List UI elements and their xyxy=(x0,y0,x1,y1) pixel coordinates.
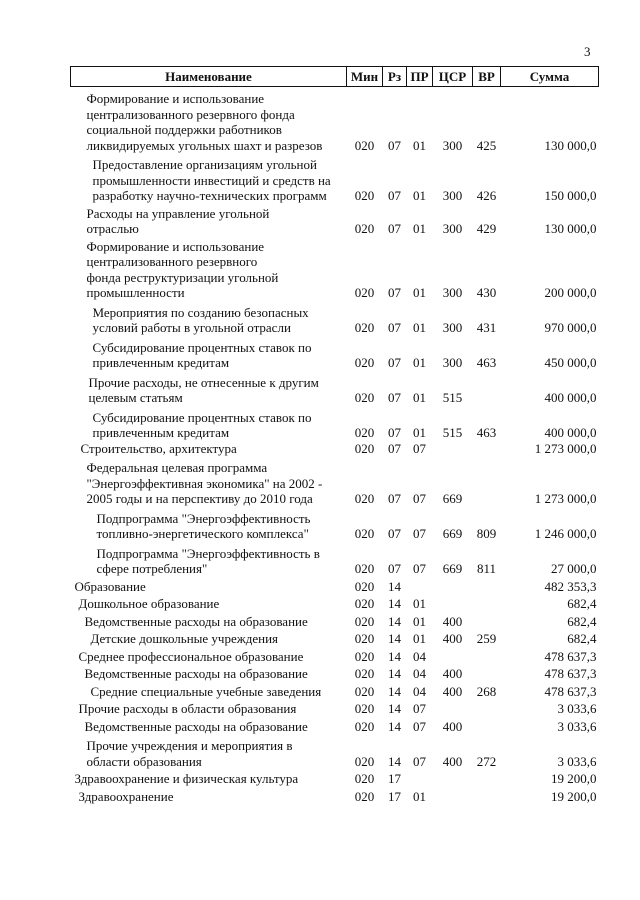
header-pr: ПР xyxy=(407,67,433,87)
amount-cell: 478 637,3 xyxy=(544,666,597,681)
vr-code-cell xyxy=(473,456,501,507)
min-code-cell: 020 xyxy=(354,771,375,786)
vr-code-cell xyxy=(473,594,501,612)
amount-cell: 478 637,3 xyxy=(544,683,597,699)
rz-code-cell: 14 xyxy=(388,683,401,699)
item-name-cell xyxy=(71,629,347,647)
item-name: Строительство, архитектура xyxy=(80,440,237,456)
csr-code-cell xyxy=(433,594,473,612)
csr-code-cell xyxy=(433,647,473,665)
min-code-cell: 020 xyxy=(354,188,375,203)
table-row xyxy=(71,594,599,612)
table-row xyxy=(71,699,599,717)
pr-code-cell xyxy=(407,769,433,787)
table-row xyxy=(71,577,599,595)
item-name: Подпрограмма "Энергоэффективность в сфере потребления" xyxy=(96,545,320,576)
item-name: Средние специальные учебные заведения xyxy=(90,683,322,699)
min-code-cell: 020 xyxy=(354,526,375,541)
vr-code-cell: 463 xyxy=(476,425,497,440)
pr-code-cell: 07 xyxy=(413,753,426,769)
csr-code-cell: 400 xyxy=(442,753,463,769)
amount-cell: 970 000,0 xyxy=(544,320,597,335)
table-row xyxy=(71,301,599,336)
vr-code-cell: 809 xyxy=(476,526,497,541)
item-name: Ведомственные расходы на образование xyxy=(84,718,308,734)
table-row xyxy=(71,542,599,577)
vr-code-cell: 429 xyxy=(476,221,497,236)
item-name: Детские дошкольные учреждения xyxy=(90,631,279,646)
amount-cell: 3 033,6 xyxy=(557,701,597,716)
table-row xyxy=(71,682,599,700)
pr-code-cell: 04 xyxy=(413,648,426,664)
item-name: Формирование и использование централизованного резервного фонда реструктуризации угольной промышленности xyxy=(86,238,279,300)
min-code-cell: 020 xyxy=(354,440,375,456)
min-code-cell: 020 xyxy=(354,221,375,236)
rz-code-cell: 14 xyxy=(388,578,401,594)
pr-code-cell: 07 xyxy=(413,701,426,716)
rz-code-cell: 07 xyxy=(388,320,401,335)
vr-code-cell: 272 xyxy=(476,753,497,769)
csr-code-cell xyxy=(433,577,473,595)
amount-cell: 682,4 xyxy=(567,596,597,611)
rz-code-cell: 14 xyxy=(388,613,401,629)
rz-code-cell: 07 xyxy=(388,285,401,300)
csr-code-cell: 515 xyxy=(442,390,463,405)
pr-code-cell: 07 xyxy=(413,561,426,576)
table-row xyxy=(71,441,599,457)
item-name-cell xyxy=(71,734,347,769)
rz-code-cell: 07 xyxy=(388,440,401,456)
min-code-cell: 020 xyxy=(354,491,375,506)
item-name: Прочие учреждения и мероприятия в области образования xyxy=(86,738,293,769)
table-row xyxy=(71,717,599,735)
min-code-cell: 020 xyxy=(354,718,375,734)
csr-code-cell: 669 xyxy=(442,561,463,576)
table-row xyxy=(71,734,599,769)
amount-cell: 200 000,0 xyxy=(544,285,597,300)
vr-code-cell xyxy=(473,769,501,787)
rz-code-cell: 14 xyxy=(388,648,401,664)
vr-code-cell xyxy=(473,647,501,665)
rz-code-cell: 17 xyxy=(388,788,401,804)
amount-cell: 130 000,0 xyxy=(544,221,597,236)
rz-code-cell: 07 xyxy=(388,390,401,405)
min-code-cell: 020 xyxy=(354,613,375,629)
pr-code-cell: 07 xyxy=(413,440,426,456)
min-code-cell: 020 xyxy=(354,390,375,405)
pr-code-cell: 01 xyxy=(413,188,426,203)
item-name: Здравоохранение и физическая культура xyxy=(74,771,299,786)
rz-code-cell: 14 xyxy=(388,596,401,611)
item-name: Ведомственные расходы на образование xyxy=(84,666,308,681)
item-name-cell xyxy=(71,664,347,682)
item-name-cell xyxy=(71,456,347,507)
min-code-cell: 020 xyxy=(354,285,375,300)
min-code-cell: 020 xyxy=(354,137,375,153)
pr-code-cell xyxy=(407,577,433,595)
item-name-cell xyxy=(71,204,347,237)
item-name: Среднее профессиональное образование xyxy=(78,648,304,664)
rz-code-cell: 07 xyxy=(388,137,401,153)
table-row xyxy=(71,204,599,237)
rz-code-cell: 07 xyxy=(388,561,401,576)
csr-code-cell: 300 xyxy=(442,320,463,335)
pr-code-cell: 01 xyxy=(413,320,426,335)
amount-cell: 400 000,0 xyxy=(544,425,597,440)
amount-cell: 682,4 xyxy=(567,613,597,629)
vr-code-cell: 268 xyxy=(476,683,497,699)
pr-code-cell: 07 xyxy=(413,718,426,734)
vr-code-cell xyxy=(473,699,501,717)
item-name-cell xyxy=(71,301,347,336)
pr-code-cell: 01 xyxy=(413,137,426,153)
table-row xyxy=(71,629,599,647)
pr-code-cell: 04 xyxy=(413,666,426,681)
header-min: Мин xyxy=(347,67,383,87)
item-name-cell xyxy=(71,153,347,204)
vr-code-cell: 811 xyxy=(476,561,497,576)
vr-code-cell xyxy=(473,371,501,406)
table-header-row xyxy=(71,67,599,87)
table-row xyxy=(71,336,599,371)
table-row xyxy=(71,237,599,301)
item-name-cell xyxy=(71,542,347,577)
csr-code-cell xyxy=(433,699,473,717)
csr-code-cell: 300 xyxy=(442,355,463,370)
vr-code-cell: 431 xyxy=(476,320,497,335)
item-name-cell xyxy=(71,612,347,630)
header-sum: Сумма xyxy=(501,67,599,87)
table-row xyxy=(71,664,599,682)
min-code-cell: 020 xyxy=(354,631,375,646)
rz-code-cell: 07 xyxy=(388,355,401,370)
item-name: Предоставление организациям угольной промышленности инвестиций и средств на разработку научно-технических программ xyxy=(92,157,331,203)
item-name-cell xyxy=(71,87,347,154)
pr-code-cell: 01 xyxy=(413,788,426,804)
csr-code-cell: 400 xyxy=(442,666,463,681)
min-code-cell: 020 xyxy=(354,596,375,611)
min-code-cell: 020 xyxy=(354,320,375,335)
pr-code-cell: 01 xyxy=(413,390,426,405)
table-row xyxy=(71,769,599,787)
page-number: 3 xyxy=(584,44,591,59)
item-name-cell xyxy=(71,406,347,441)
pr-code-cell: 07 xyxy=(413,491,426,506)
vr-code-cell: 426 xyxy=(476,188,497,203)
rz-code-cell: 14 xyxy=(388,631,401,646)
min-code-cell: 020 xyxy=(354,561,375,576)
csr-code-cell: 400 xyxy=(442,631,463,646)
header-name: Наименование xyxy=(71,67,347,87)
rz-code-cell: 14 xyxy=(388,666,401,681)
min-code-cell: 020 xyxy=(354,701,375,716)
item-name: Здравоохранение xyxy=(78,788,174,804)
csr-code-cell xyxy=(433,441,473,457)
item-name-cell xyxy=(71,647,347,665)
rz-code-cell: 07 xyxy=(388,526,401,541)
amount-cell: 682,4 xyxy=(567,631,597,646)
table-row xyxy=(71,787,599,805)
amount-cell: 478 637,3 xyxy=(544,648,597,664)
min-code-cell: 020 xyxy=(354,753,375,769)
item-name: Формирование и использование централизованного резервного фонда социальной поддержки работников ликвидируемых угольных шахт и разрезов xyxy=(86,91,323,153)
csr-code-cell xyxy=(433,769,473,787)
min-code-cell: 020 xyxy=(354,648,375,664)
csr-code-cell: 400 xyxy=(442,718,463,734)
item-name-cell xyxy=(71,577,347,595)
table-row xyxy=(71,371,599,406)
pr-code-cell: 01 xyxy=(413,631,426,646)
csr-code-cell: 400 xyxy=(442,683,463,699)
item-name-cell xyxy=(71,336,347,371)
item-name: Прочие расходы в области образования xyxy=(78,701,297,716)
csr-code-cell: 300 xyxy=(442,188,463,203)
pr-code-cell: 01 xyxy=(413,355,426,370)
item-name-cell xyxy=(71,507,347,542)
amount-cell: 400 000,0 xyxy=(544,390,597,405)
item-name-cell xyxy=(71,237,347,301)
vr-code-cell xyxy=(473,441,501,457)
amount-cell: 450 000,0 xyxy=(544,355,597,370)
item-name-cell xyxy=(71,769,347,787)
vr-code-cell xyxy=(473,664,501,682)
csr-code-cell: 400 xyxy=(442,613,463,629)
vr-code-cell xyxy=(473,612,501,630)
item-name: Федеральная целевая программа "Энергоэффективная экономика" на 2002 - 2005 годы и на перспективу до 2010 года xyxy=(86,460,323,506)
amount-cell: 19 200,0 xyxy=(551,771,597,786)
csr-code-cell xyxy=(433,787,473,805)
item-name: Ведомственные расходы на образование xyxy=(84,613,308,629)
item-name: Прочие расходы, не отнесенные к другим целевым статьям xyxy=(88,374,319,405)
rz-code-cell: 07 xyxy=(388,425,401,440)
table-row xyxy=(71,456,599,507)
pr-code-cell: 01 xyxy=(413,596,426,611)
item-name-cell xyxy=(71,682,347,700)
table-row xyxy=(71,406,599,441)
min-code-cell: 020 xyxy=(354,578,375,594)
table-body xyxy=(71,87,599,805)
pr-code-cell: 07 xyxy=(413,526,426,541)
rz-code-cell: 14 xyxy=(388,701,401,716)
rz-code-cell: 17 xyxy=(388,771,401,786)
pr-code-cell: 01 xyxy=(413,613,426,629)
csr-code-cell: 515 xyxy=(442,425,463,440)
item-name-cell xyxy=(71,717,347,735)
table-row xyxy=(71,87,599,154)
vr-code-cell: 430 xyxy=(476,285,497,300)
table-row xyxy=(71,507,599,542)
budget-table xyxy=(70,66,599,804)
csr-code-cell: 669 xyxy=(442,491,463,506)
item-name-cell xyxy=(71,699,347,717)
amount-cell: 19 200,0 xyxy=(551,788,597,804)
item-name-cell xyxy=(71,594,347,612)
csr-code-cell: 300 xyxy=(442,221,463,236)
csr-code-cell: 300 xyxy=(442,137,463,153)
pr-code-cell: 01 xyxy=(413,285,426,300)
item-name: Образование xyxy=(74,578,146,594)
item-name: Дошкольное образование xyxy=(78,596,220,611)
amount-cell: 3 033,6 xyxy=(557,718,597,734)
rz-code-cell: 07 xyxy=(388,491,401,506)
min-code-cell: 020 xyxy=(354,666,375,681)
table-row xyxy=(71,647,599,665)
item-name: Подпрограмма "Энергоэффективность топливно-энергетического комплекса" xyxy=(96,510,311,541)
vr-code-cell: 463 xyxy=(476,355,497,370)
table-row xyxy=(71,153,599,204)
item-name-cell xyxy=(71,787,347,805)
pr-code-cell: 04 xyxy=(413,683,426,699)
amount-cell: 1 273 000,0 xyxy=(534,491,597,506)
table-row xyxy=(71,612,599,630)
item-name-cell xyxy=(71,441,347,457)
min-code-cell: 020 xyxy=(354,683,375,699)
amount-cell: 482 353,3 xyxy=(544,578,597,594)
rz-code-cell: 14 xyxy=(388,718,401,734)
item-name: Субсидирование процентных ставок по привлеченным кредитам xyxy=(92,339,312,370)
rz-code-cell: 07 xyxy=(388,221,401,236)
vr-code-cell xyxy=(473,577,501,595)
header-csr: ЦСР xyxy=(433,67,473,87)
csr-code-cell: 669 xyxy=(442,526,463,541)
amount-cell: 27 000,0 xyxy=(551,561,597,576)
rz-code-cell: 14 xyxy=(388,753,401,769)
pr-code-cell: 01 xyxy=(413,221,426,236)
min-code-cell: 020 xyxy=(354,425,375,440)
header-rz: Рз xyxy=(383,67,407,87)
item-name: Мероприятия по созданию безопасных условий работы в угольной отрасли xyxy=(92,304,309,335)
min-code-cell: 020 xyxy=(354,788,375,804)
vr-code-cell xyxy=(473,717,501,735)
vr-code-cell: 425 xyxy=(476,137,497,153)
header-vr: ВР xyxy=(473,67,501,87)
csr-code-cell: 300 xyxy=(442,285,463,300)
pr-code-cell: 01 xyxy=(413,425,426,440)
amount-cell: 1 246 000,0 xyxy=(534,526,597,541)
vr-code-cell: 259 xyxy=(476,631,497,646)
item-name: Расходы на управление угольной отраслью xyxy=(86,205,270,236)
rz-code-cell: 07 xyxy=(388,188,401,203)
item-name: Субсидирование процентных ставок по привлеченным кредитам xyxy=(92,409,312,440)
amount-cell: 150 000,0 xyxy=(544,188,597,203)
item-name-cell xyxy=(71,371,347,406)
vr-code-cell xyxy=(473,787,501,805)
amount-cell: 1 273 000,0 xyxy=(534,440,597,456)
amount-cell: 3 033,6 xyxy=(557,753,597,769)
amount-cell: 130 000,0 xyxy=(544,137,597,153)
min-code-cell: 020 xyxy=(354,355,375,370)
